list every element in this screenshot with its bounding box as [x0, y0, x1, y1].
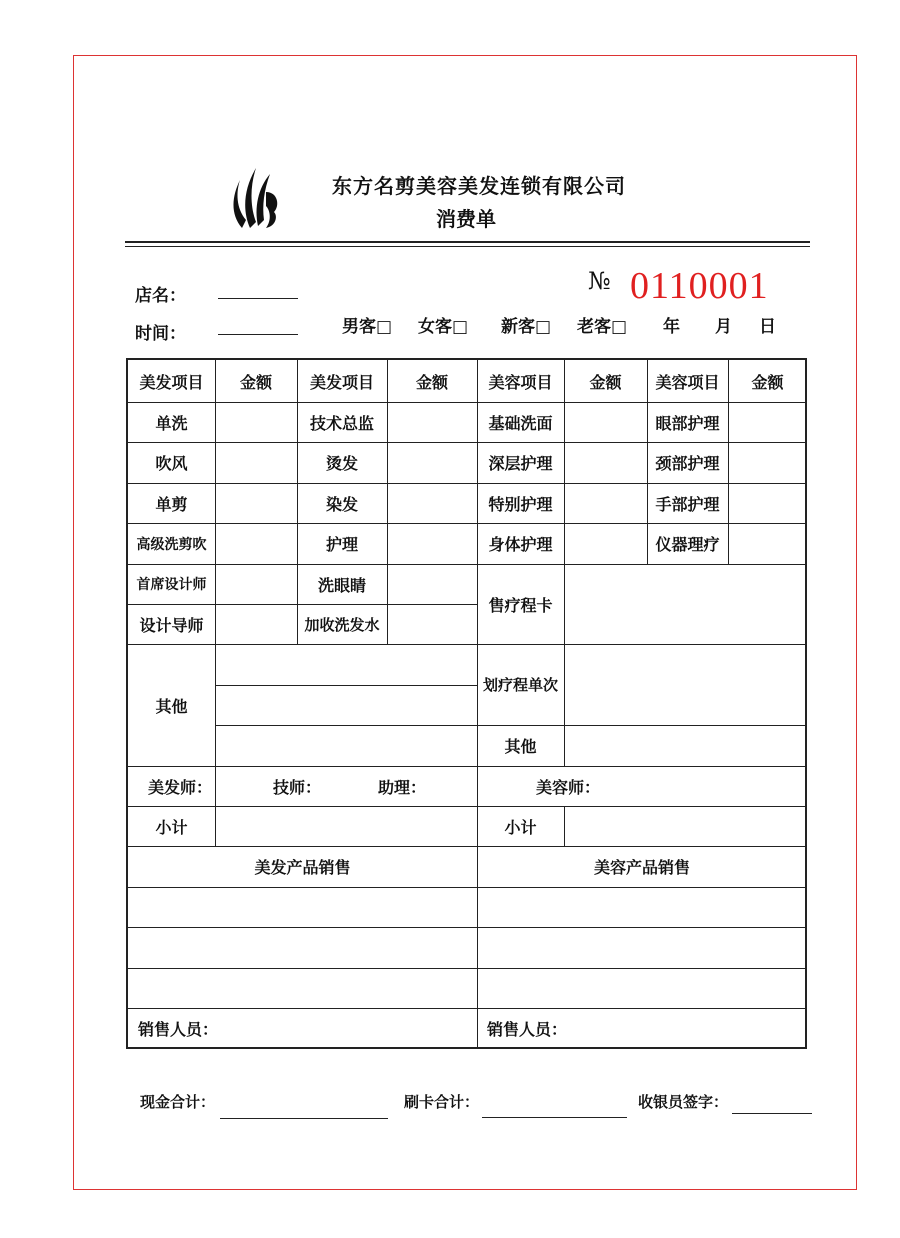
- header-divider: [125, 241, 810, 243]
- item-device-therapy: 仪器理疗: [655, 535, 720, 554]
- technician-label: 技师：: [273, 777, 322, 797]
- item-neck-care: 颈部护理: [655, 454, 720, 473]
- serial-number: 0110001: [630, 265, 769, 307]
- header-hair-item: 美发项目: [309, 372, 374, 392]
- item-dye: 染发: [325, 494, 358, 514]
- item-eye-care: 眼部护理: [655, 413, 720, 433]
- date-day: 日: [759, 317, 776, 337]
- option-returning[interactable]: 老客□: [577, 317, 628, 337]
- consumption-table: [126, 358, 807, 1049]
- cashier-signature-field[interactable]: [732, 1113, 812, 1114]
- subtotal-left-label: 小计: [155, 817, 188, 837]
- header-amount: 金额: [751, 372, 784, 392]
- item-design-mentor: 设计导师: [139, 615, 204, 635]
- card-total-field[interactable]: [482, 1117, 627, 1118]
- header-hair-item: 美发项目: [139, 372, 204, 392]
- header-beauty-item: 美容项目: [488, 372, 553, 392]
- hair-product-sales-header: 美发产品销售: [254, 858, 351, 877]
- sales-person-right-label: 销售人员：: [487, 1020, 568, 1039]
- cashier-signature-label: 收银员签字：: [638, 1093, 729, 1111]
- item-special-care: 特别护理: [488, 494, 553, 514]
- option-male[interactable]: 男客□: [342, 317, 393, 337]
- header-amount: 金额: [415, 372, 448, 392]
- company-logo-icon: [228, 162, 284, 232]
- hair-stylist-label: 美发师：: [148, 777, 213, 797]
- header-amount: 金额: [589, 372, 622, 392]
- cash-total-field[interactable]: [220, 1118, 388, 1119]
- item-hair-care: 护理: [325, 535, 358, 554]
- item-body-care: 身体护理: [488, 535, 553, 554]
- deduct-session-label: 划疗程单次: [482, 676, 558, 694]
- item-perm: 烫发: [325, 454, 358, 473]
- option-female[interactable]: 女客□: [418, 317, 469, 337]
- date-month: 月: [715, 317, 732, 337]
- option-new[interactable]: 新客□: [501, 317, 552, 337]
- cash-total-label: 现金合计：: [140, 1093, 216, 1111]
- time-label: 时间：: [135, 324, 186, 344]
- card-total-label: 刷卡合计：: [404, 1093, 480, 1111]
- other-left-label: 其他: [155, 696, 188, 716]
- item-deep-care: 深层护理: [488, 454, 553, 473]
- item-basic-facial: 基础洗面: [488, 413, 553, 433]
- item-chief-designer: 首席设计师: [136, 577, 207, 593]
- store-field[interactable]: [218, 298, 298, 299]
- item-hand-care: 手部护理: [655, 494, 720, 514]
- other-right-label: 其他: [504, 737, 537, 756]
- company-name: 东方名剪美容美发连锁有限公司: [332, 174, 626, 198]
- time-field[interactable]: [218, 334, 298, 335]
- subtotal-right-label: 小计: [504, 817, 537, 837]
- sales-person-left-label: 销售人员：: [138, 1020, 219, 1039]
- number-sign: №: [588, 267, 611, 295]
- item-eye-wash: 洗眼睛: [317, 575, 366, 595]
- item-technical-director: 技术总监: [309, 413, 374, 433]
- header-divider-thin: [125, 246, 810, 247]
- store-label: 店名：: [135, 286, 186, 306]
- date-year: 年: [663, 317, 680, 337]
- item-extra-shampoo: 加收洗发水: [304, 615, 380, 634]
- treatment-card-label: 售疗程卡: [488, 595, 553, 615]
- item-premium-wash-cut-blow: 高级洗剪吹: [136, 536, 207, 553]
- header-beauty-item: 美容项目: [655, 372, 720, 392]
- beautician-label: 美容师：: [536, 777, 601, 797]
- document-title: 消费单: [436, 207, 496, 231]
- item-single-wash: 单洗: [155, 413, 188, 433]
- assistant-label: 助理：: [378, 777, 427, 797]
- item-blow-dry: 吹风: [155, 454, 188, 473]
- item-single-cut: 单剪: [155, 494, 188, 514]
- header-amount: 金额: [239, 372, 272, 392]
- beauty-product-sales-header: 美容产品销售: [593, 858, 690, 877]
